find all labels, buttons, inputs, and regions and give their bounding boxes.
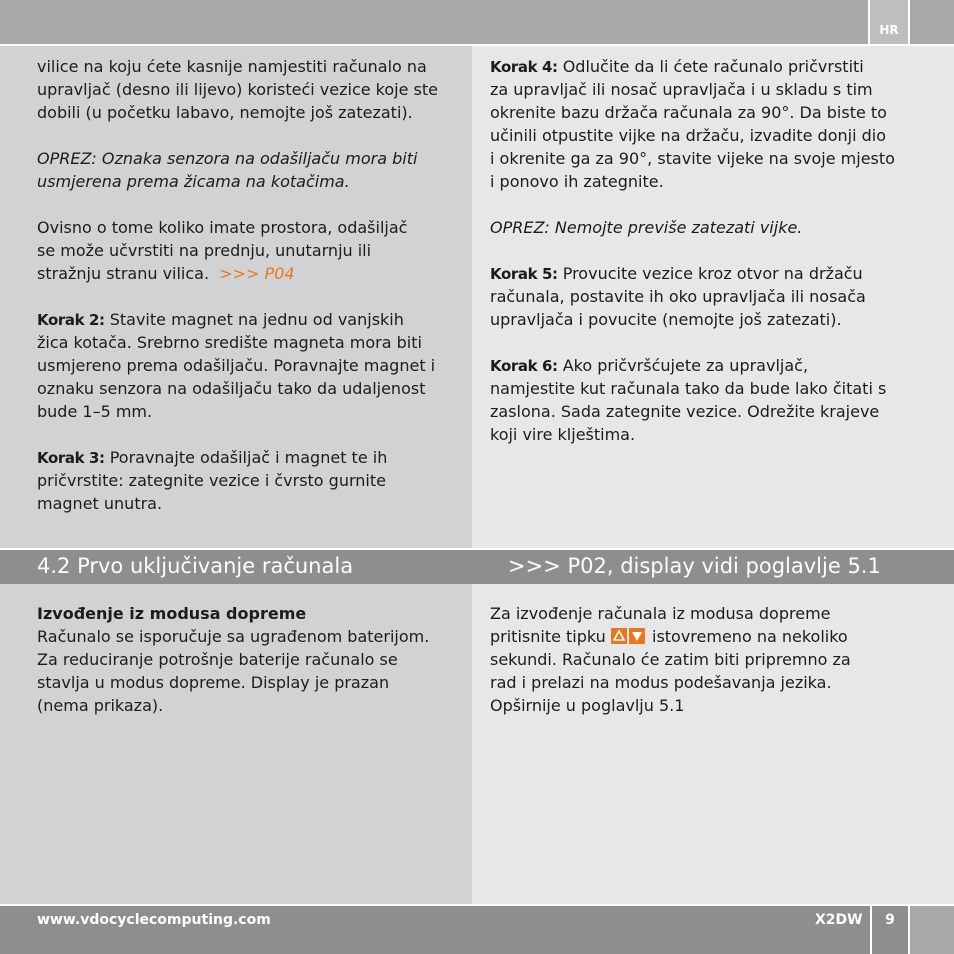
wake-line: Opširnije u poglavlju 5.1: [490, 696, 685, 715]
step2-line: žica kotača. Srebrno središte magneta mora biti: [37, 333, 422, 352]
left-top-text: [37, 55, 438, 515]
step4-text: Odlučite da li ćete računalo pričvrstiti: [557, 57, 864, 76]
language-label: HR: [879, 23, 899, 37]
step6-line: zaslona. Sada zategnite vezice. Odrežite krajeve: [490, 402, 880, 421]
step3-label: Korak 3:: [37, 449, 105, 467]
step5-label: Korak 5:: [490, 265, 558, 283]
step2-line: bude 1–5 mm.: [37, 402, 153, 421]
step6-line: koji vire klještima.: [490, 425, 636, 444]
step3-line: pričvrstite: zategnite vezice i čvrsto gurnite: [37, 471, 386, 490]
intro-line: vilice na koju ćete kasnije namjestiti računalo na: [37, 57, 427, 76]
step4-line: za upravljač ili nosač upravljača i u skladu s tim: [490, 80, 873, 99]
step6-first-line: [490, 354, 895, 377]
wake-line: sekundi. Računalo će zatim biti pripremno za: [490, 650, 851, 669]
caution-line: usmjerena prema žicama na kotačima.: [37, 172, 350, 191]
website-link[interactable]: www.vdocyclecomputing.com: [37, 912, 271, 928]
shipping-line: Računalo se isporučuje sa ugrađenom baterijom.: [37, 627, 430, 646]
step3-first-line: [37, 446, 438, 469]
caution-line: OPREZ: Oznaka senzora na odašiljaču mora biti: [37, 149, 418, 168]
step5-line: upravljača i povucite (nemojte još zatezati).: [490, 310, 842, 329]
header-divider: [868, 0, 870, 44]
step5-line: računala, postavite ih oko upravljača ili nosača: [490, 287, 866, 306]
intro-line: dobili (u početku labavo, nemojte još zatezati).: [37, 103, 413, 122]
mount-line: se može učvrstiti na prednju, unutarnju ili: [37, 241, 372, 260]
page-reference-link[interactable]: >>> P04: [219, 264, 295, 283]
step6-label: Korak 6:: [490, 357, 558, 375]
step3-line: magnet unutra.: [37, 494, 163, 513]
intro-line: upravljač (desno ili lijevo) koristeći vezice koje ste: [37, 80, 438, 99]
page-number: 9: [885, 912, 895, 928]
step4-first-line: [490, 55, 895, 78]
step4-line: okrenite bazu držača računala za 90°. Da biste to: [490, 103, 887, 122]
down-arrow-button-icon: [629, 628, 645, 644]
header-bar: [0, 0, 954, 44]
step2-line: oznaku senzora na odašiljaču tako da udaljenost: [37, 379, 426, 398]
language-tab: [870, 0, 908, 44]
step2-text: Stavite magnet na jednu od vanjskih: [104, 310, 404, 329]
step6-text: Ako pričvršćujete za upravljač,: [557, 356, 809, 375]
step3-text: Poravnajte odašiljač i magnet te ih: [104, 448, 388, 467]
step5-first-line: [490, 262, 895, 285]
step4-line: i okrenite ga za 90°, stavite vijeke na svoje mjesto: [490, 149, 895, 168]
right-bottom-text: [490, 602, 851, 717]
step5-text: Provucite vezice kroz otvor na držaču: [557, 264, 863, 283]
step4-line: učinili otpustite vijke na držaču, izvadite donji dio: [490, 126, 886, 145]
step2-label: Korak 2:: [37, 311, 105, 329]
mount-text: stražnju stranu vilica.: [37, 264, 210, 283]
shipping-line: Za reduciranje potrošnje baterije računalo se: [37, 650, 398, 669]
mount-line: Ovisno o tome koliko imate prostora, odašiljač: [37, 218, 408, 237]
caution-line: OPREZ: Nemojte previše zatezati vijke.: [490, 218, 803, 237]
step2-first-line: [37, 308, 438, 331]
left-bottom-text: [37, 602, 429, 717]
right-top-text: [490, 55, 895, 446]
wake-line: rad i prelazi na modus podešavanja jezika.: [490, 673, 832, 692]
mount-line-with-ref: [37, 262, 438, 285]
up-arrow-button-icon: [611, 628, 627, 644]
footer-tab: [910, 906, 954, 954]
header-divider: [908, 0, 910, 44]
shipping-line: stavlja u modus dopreme. Display je prazan: [37, 673, 390, 692]
shipping-mode-heading: Izvođenje iz modusa dopreme: [37, 604, 307, 623]
step2-line: usmjereno prema odašiljaču. Poravnajte magnet i: [37, 356, 436, 375]
wake-line-with-buttons: [490, 625, 851, 648]
wake-line: Za izvođenje računala iz modusa dopreme: [490, 604, 831, 623]
model-name: X2DW: [815, 912, 863, 928]
wake-text: istovremeno na nekoliko: [646, 627, 848, 646]
step4-label: Korak 4:: [490, 58, 558, 76]
step6-line: namjestite kut računala tako da bude lako čitati s: [490, 379, 887, 398]
section-title: 4.2 Prvo uključivanje računala: [37, 554, 354, 578]
wake-text: pritisnite tipku: [490, 627, 611, 646]
section-reference: >>> P02, display vidi poglavlje 5.1: [508, 554, 881, 578]
footer-divider: [908, 906, 910, 954]
step4-line: i ponovo ih zategnite.: [490, 172, 664, 191]
shipping-line: (nema prikaza).: [37, 696, 164, 715]
